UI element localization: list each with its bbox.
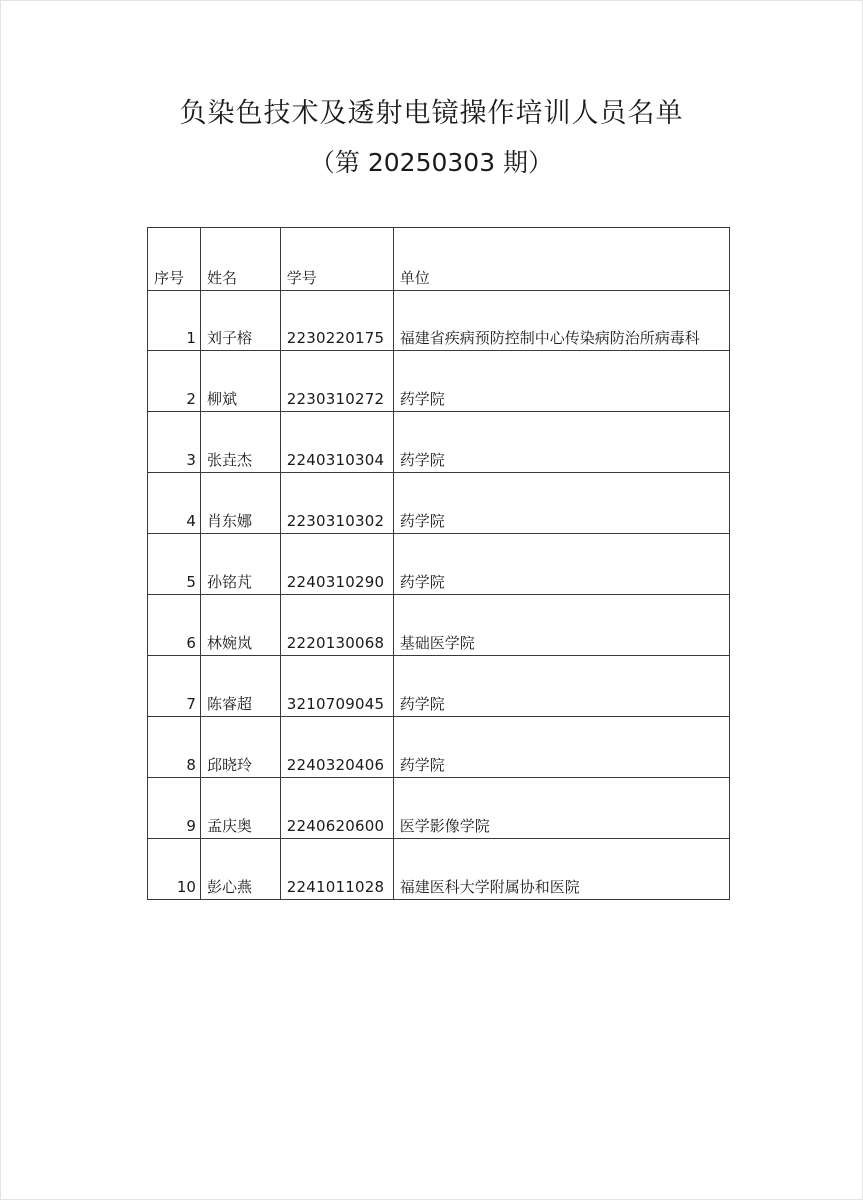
cell-student-id: 2240310290 (280, 534, 393, 595)
cell-seq: 4 (148, 473, 201, 534)
cell-unit: 药学院 (393, 534, 729, 595)
roster-table (147, 227, 730, 900)
cell-name: 林婉岚 (200, 595, 280, 656)
cell-name: 彭心燕 (200, 839, 280, 900)
cell-student-id: 2240620600 (280, 778, 393, 839)
table-row (148, 534, 730, 595)
cell-name: 肖东娜 (200, 473, 280, 534)
cell-name: 孙铭芃 (200, 534, 280, 595)
cell-unit: 药学院 (393, 656, 729, 717)
header-unit: 单位 (393, 228, 729, 291)
cell-seq: 3 (148, 412, 201, 473)
cell-seq: 6 (148, 595, 201, 656)
table-row (148, 291, 730, 351)
header-student-id: 学号 (280, 228, 393, 291)
table-row (148, 839, 730, 900)
cell-unit: 药学院 (393, 717, 729, 778)
header-name: 姓名 (200, 228, 280, 291)
cell-name: 孟庆奥 (200, 778, 280, 839)
header-seq: 序号 (148, 228, 201, 291)
cell-seq: 9 (148, 778, 201, 839)
table-row (148, 473, 730, 534)
cell-student-id: 2240310304 (280, 412, 393, 473)
table-row (148, 717, 730, 778)
cell-name: 刘子榕 (200, 291, 280, 351)
document-subtitle: （第 20250303 期） (309, 148, 554, 177)
cell-unit: 医学影像学院 (393, 778, 729, 839)
cell-student-id: 2230310272 (280, 351, 393, 412)
cell-student-id: 3210709045 (280, 656, 393, 717)
cell-student-id: 2230220175 (280, 291, 393, 351)
cell-seq: 2 (148, 351, 201, 412)
cell-unit: 药学院 (393, 473, 729, 534)
table-row (148, 778, 730, 839)
cell-student-id: 2240320406 (280, 717, 393, 778)
cell-student-id: 2241011028 (280, 839, 393, 900)
cell-unit: 药学院 (393, 412, 729, 473)
cell-name: 陈睿超 (200, 656, 280, 717)
table-row (148, 656, 730, 717)
cell-seq: 10 (148, 839, 201, 900)
cell-unit: 福建医科大学附属协和医院 (393, 839, 729, 900)
table-row (148, 351, 730, 412)
cell-name: 柳斌 (200, 351, 280, 412)
cell-seq: 5 (148, 534, 201, 595)
cell-name: 张垚杰 (200, 412, 280, 473)
cell-unit: 药学院 (393, 351, 729, 412)
cell-student-id: 2230310302 (280, 473, 393, 534)
table-row (148, 412, 730, 473)
table-header-row (148, 228, 730, 291)
cell-unit: 基础医学院 (393, 595, 729, 656)
cell-seq: 7 (148, 656, 201, 717)
cell-student-id: 2220130068 (280, 595, 393, 656)
document-title: 负染色技术及透射电镜操作培训人员名单 (179, 98, 684, 129)
cell-unit: 福建省疾病预防控制中心传染病防治所病毒科 (393, 291, 729, 351)
cell-name: 邱晓玲 (200, 717, 280, 778)
cell-seq: 1 (148, 291, 201, 351)
table-row (148, 595, 730, 656)
cell-seq: 8 (148, 717, 201, 778)
